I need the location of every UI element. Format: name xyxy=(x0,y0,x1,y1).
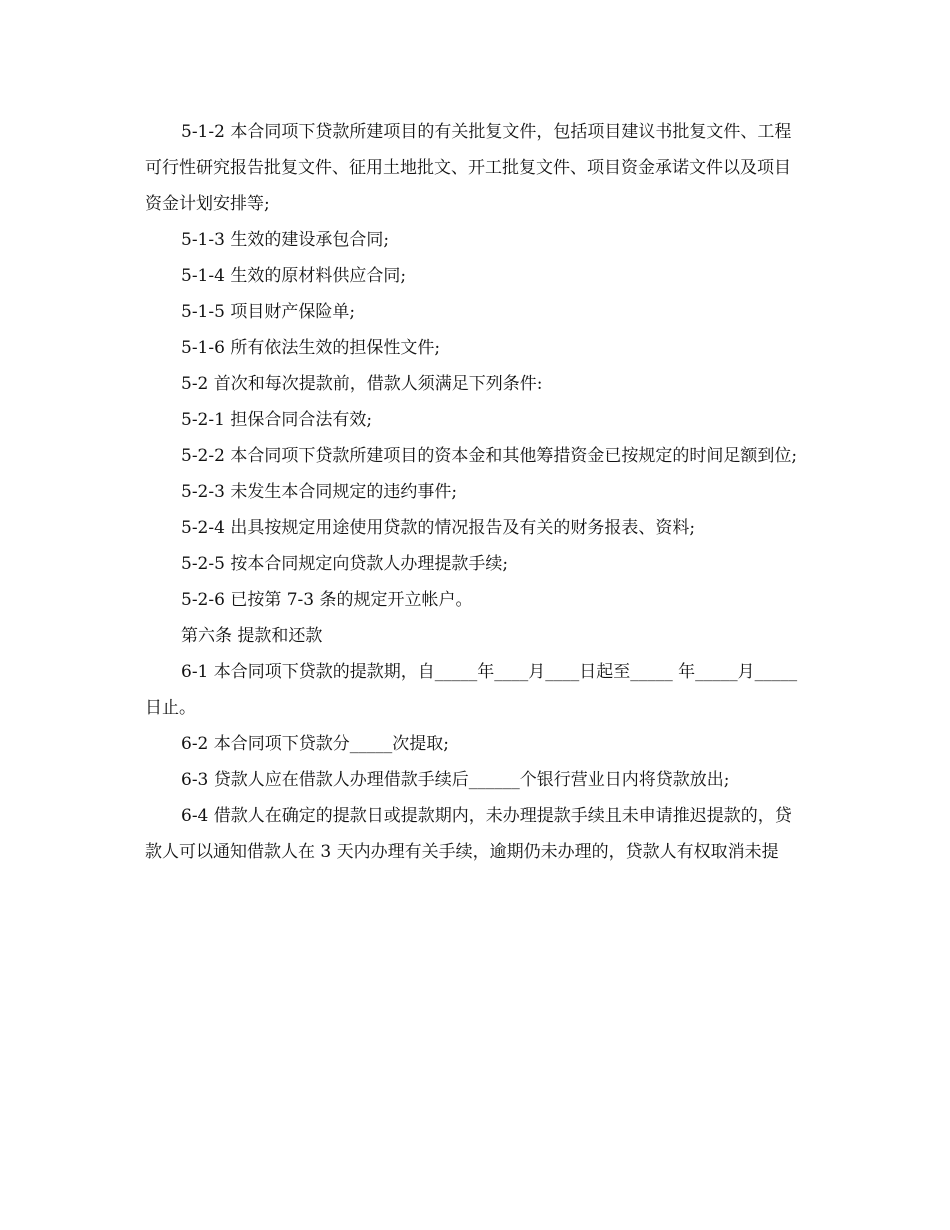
section-heading-article-6: 第六条 提款和还款 xyxy=(181,626,323,646)
paragraph-6-1: 6-1 本合同项下贷款的提款期，自_____年____月____日起至_____ 年_____月_____日止。 xyxy=(145,662,798,718)
paragraph-6-3: 6-3 贷款人应在借款人办理借款手续后______个银行营业日内将贷款放出; xyxy=(181,770,730,790)
paragraph-5-1-3: 5-1-3 生效的建设承包合同; xyxy=(181,230,390,250)
paragraph-5-2: 5-2 首次和每次提款前，借款人须满足下列条件: xyxy=(181,374,543,394)
paragraph-5-1-5: 5-1-5 项目财产保险单; xyxy=(181,302,356,322)
document-body xyxy=(145,114,805,870)
paragraph-5-2-6: 5-2-6 已按第 7-3 条的规定开立帐户。 xyxy=(181,590,473,610)
paragraph-5-1-4: 5-1-4 生效的原材料供应合同; xyxy=(181,266,407,286)
paragraph-5-2-1: 5-2-1 担保合同合法有效; xyxy=(181,410,373,430)
paragraph-6-2: 6-2 本合同项下贷款分_____次提取; xyxy=(181,734,450,754)
paragraph-6-4: 6-4 借款人在确定的提款日或提款期内，未办理提款手续且未申请推迟提款的，贷款人可以通知借款人在 3 天内办理有关手续，逾期仍未办理的，贷款人有权取消未提 xyxy=(145,806,792,862)
paragraph-5-2-4: 5-2-4 出具按规定用途使用贷款的情况报告及有关的财务报表、资料; xyxy=(181,518,696,538)
paragraph-5-2-3: 5-2-3 未发生本合同规定的违约事件; xyxy=(181,482,458,502)
paragraph-5-2-5: 5-2-5 按本合同规定向贷款人办理提款手续; xyxy=(181,554,509,574)
paragraph-5-2-2: 5-2-2 本合同项下贷款所建项目的资本金和其他筹措资金已按规定的时间足额到位; xyxy=(181,446,798,466)
paragraph-5-1-2: 5-1-2 本合同项下贷款所建项目的有关批复文件，包括项目建议书批复文件、工程可行性研究报告批复文件、征用土地批文、开工批复文件、项目资金承诺文件以及项目资金计划安排等; xyxy=(145,122,792,214)
paragraph-5-1-6: 5-1-6 所有依法生效的担保性文件; xyxy=(181,338,441,358)
